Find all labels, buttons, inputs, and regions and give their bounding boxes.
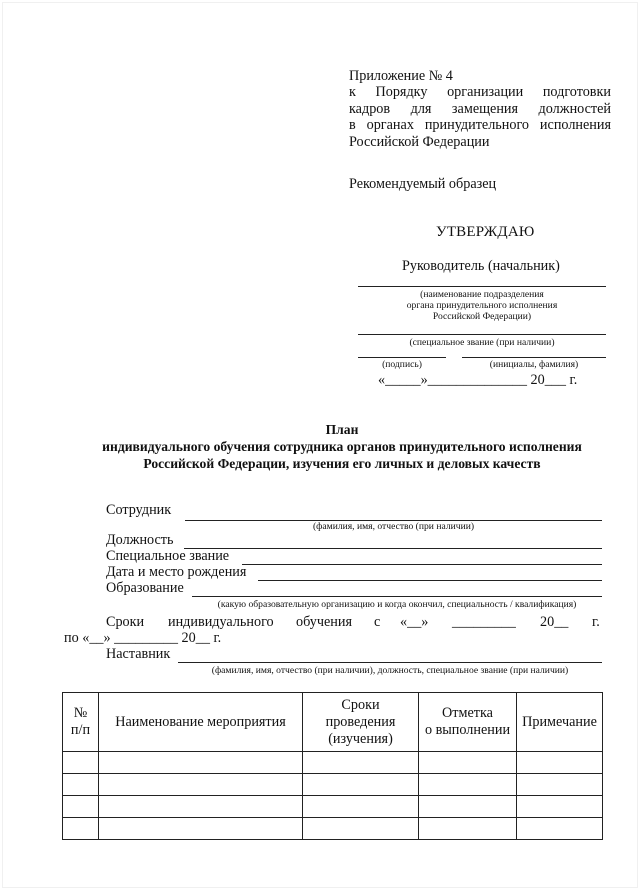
initials-line [462,357,606,358]
table-cell[interactable] [99,774,303,796]
terms-word: «__» [400,614,429,630]
header-number [63,693,99,752]
table-cell[interactable] [303,796,419,818]
table-cell[interactable] [99,752,303,774]
table-header-row [63,693,603,752]
table-cell[interactable] [63,818,99,840]
appendix-block [349,68,611,150]
table-cell[interactable] [63,752,99,774]
table-cell[interactable] [99,796,303,818]
document-page [2,2,638,888]
header-mark-1: Отметка [442,705,493,721]
employee-label: Сотрудник [106,502,172,518]
table-cell[interactable] [517,752,603,774]
table-row [63,774,603,796]
mentor-hint: (фамилия, имя, отчество (при наличии), должность, специальное звание (при наличии) [211,665,569,676]
appendix-line: к Порядку организации подготовки [349,84,611,101]
approval-date: «_____»______________ 20___ г. [378,372,578,388]
approval-title: УТВЕРЖДАЮ [436,224,535,240]
table-cell[interactable] [303,752,419,774]
position-line[interactable] [184,548,602,549]
header-event-name [99,693,303,752]
appendix-title: Приложение № 4 [349,68,453,84]
position-label: Должность [106,532,174,548]
unit-hint-3: Российской Федерации) [432,311,532,322]
appendix-line: Российской Федерации [349,133,490,150]
header-note [517,693,603,752]
education-hint: (какую образовательную организацию и когда окончил, специальность / квалификация) [217,599,577,610]
terms-word: индивидуального [168,614,274,630]
header-terms [303,693,419,752]
terms-word: 20__ [540,614,569,630]
terms-word: с [374,614,381,630]
unit-hint-2: органа принудительного исполнения [406,300,558,311]
unit-line [358,286,606,287]
table-cell[interactable] [419,752,517,774]
rank-hint: (специальное звание (при наличии) [409,337,555,348]
mentor-label: Наставник [106,646,171,662]
table-row [63,796,603,818]
education-line[interactable] [192,596,602,597]
header-number-1: № [73,705,88,721]
table-cell[interactable] [63,774,99,796]
header-note-text: Примечание [522,713,597,730]
mentor-line[interactable] [178,662,602,663]
table-cell[interactable] [517,796,603,818]
initials-hint: (инициалы, фамилия) [489,359,579,370]
birth-label: Дата и место рождения [106,564,247,580]
table-cell[interactable] [419,774,517,796]
rank-label: Специальное звание [106,548,230,564]
plan-table [62,692,603,840]
recommended-sample: Рекомендуемый образец [349,176,497,192]
table-cell[interactable] [303,818,419,840]
appendix-line: кадров для замещения должностей [349,100,611,117]
header-event-name-text: Наименование мероприятия [115,713,286,730]
appendix-line: в органах принудительного исполнения [349,117,611,134]
head-label: Руководитель (начальник) [402,258,560,274]
unit-hint-1: (наименование подразделения [420,289,544,300]
rank-field-line[interactable] [242,564,602,565]
table-cell[interactable] [419,796,517,818]
birth-line[interactable] [258,580,602,581]
terms-word: обучения [296,614,353,630]
table-cell[interactable] [303,774,419,796]
education-label: Образование [106,580,184,596]
signature-hint: (подпись) [382,359,422,370]
terms-word: г. [592,614,600,630]
header-mark-2: о выполнении [424,722,511,738]
terms-word: Сроки [106,614,145,630]
table-cell[interactable] [419,818,517,840]
plan-subtitle-2: Российской Федерации, изучения его личных и деловых качеств [143,456,541,471]
signature-line [358,357,446,358]
table-row [63,752,603,774]
table-cell[interactable] [99,818,303,840]
table-cell[interactable] [517,774,603,796]
header-number-2: п/п [70,722,91,738]
plan-subtitle-1: индивидуального обучения сотрудника органов принудительного исполнения [102,439,582,454]
employee-hint: (фамилия, имя, отчество (при наличии) [312,521,475,532]
terms-word: _________ [452,614,516,630]
header-terms-2: проведения [325,713,396,730]
terms-continuation: по «__» _________ 20__ г. [64,630,222,646]
table-row [63,818,603,840]
header-mark [419,693,517,752]
plan-title: План [325,422,359,437]
table-cell[interactable] [517,818,603,840]
rank-line [358,334,606,335]
header-terms-3: (изучения) [328,730,393,747]
table-cell[interactable] [63,796,99,818]
header-terms-1: Сроки [341,696,380,713]
